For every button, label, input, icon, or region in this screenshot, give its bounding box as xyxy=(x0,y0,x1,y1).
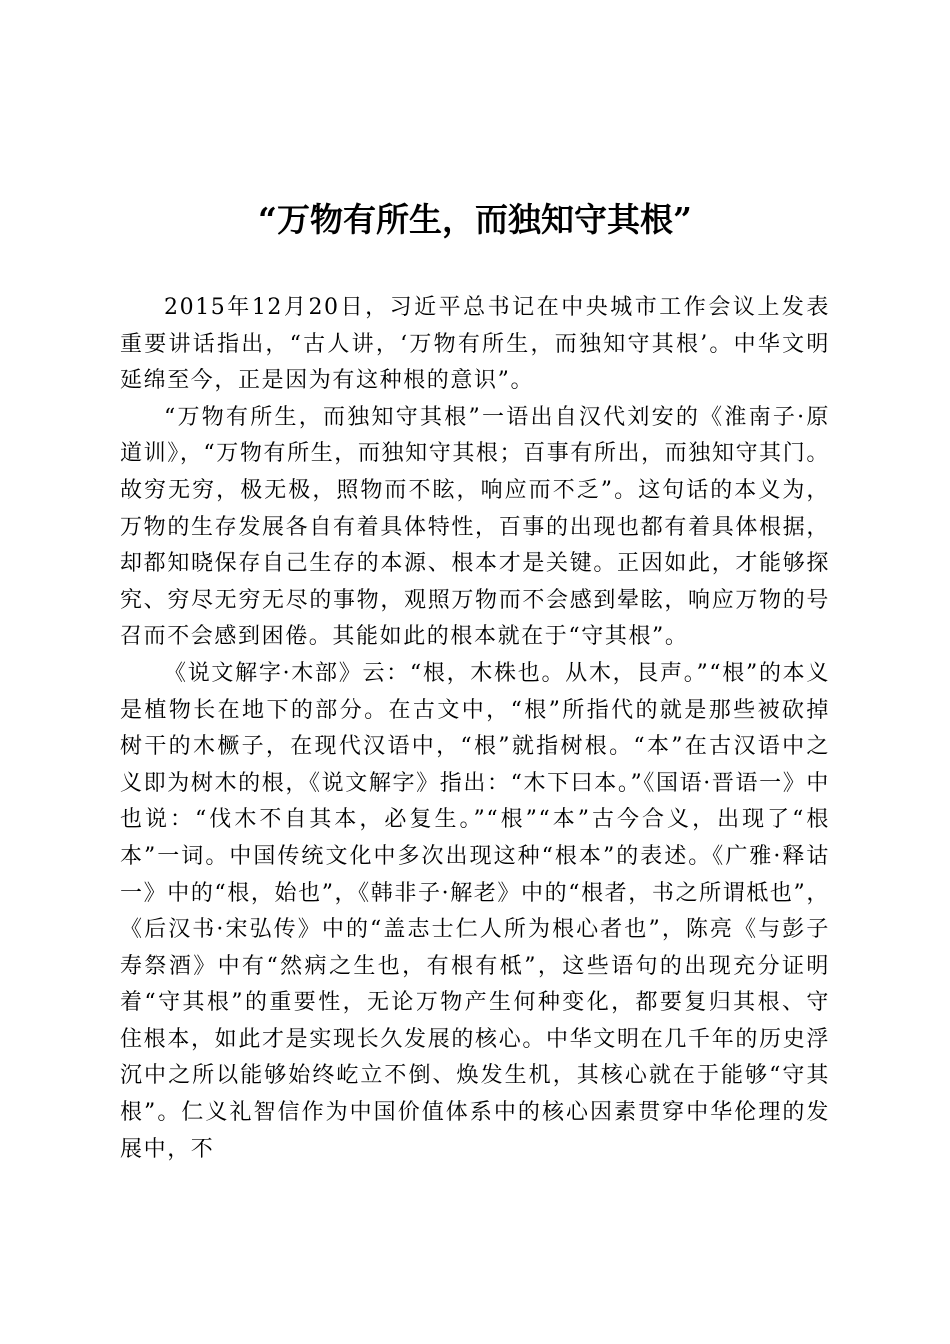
document-body xyxy=(120,290,830,1168)
paragraph-2: “万物有所生，而独知守其根”一语出自汉代刘安的《淮南子·原道训》，“万物有所生，而独知守其根；百事有所出，而独知守其门。故穷无穷，极无极，照物而不眩，响应而不乏”。这句话的本义为，万物的生存发展各自有着具体特性，百事的出现也都有着具体根据，却都知晓保存自己生存的本源、根本才是关键。正因如此，才能够探究、穷尽无穷无尽的事物，观照万物而不会感到晕眩，响应万物的号召而不会感到困倦。其能如此的根本就在于“守其根”。 xyxy=(120,404,830,650)
paragraph-1: 2015年12月20日，习近平总书记在中央城市工作会议上发表重要讲话指出，“古人讲，‘万物有所生，而独知守其根’。中华文明延绵至今，正是因为有这种根的意识”。 xyxy=(120,295,830,394)
document-title: “万物有所生，而独知守其根” xyxy=(258,200,692,239)
paragraph-3: 《说文解字·木部》云：“根，木株也。从木，艮声。”“根”的本义是植物长在地下的部分。在古文中，“根”所指代的就是那些被砍掉树干的木橛子，在现代汉语中，“根”就指树根。“本”在古汉语中之义即为树木的根，《说文解字》指出：“木下曰本。”《国语·晋语一》中也说：“伐木不自其本，必复生。”“根”“本”古今合义，出现了“根本”一词。中国传统文化中多次出现这种“根本”的表述。《广雅·释诂一》中的“根，始也”，《韩非子·解老》中的“根者，书之所谓柢也”，《后汉书·宋弘传》中的“盖志士仁人所为根心者也”，陈亮《与彭子寿祭酒》中有“然病之生也，有根有柢”，这些语句的出现充分证明着“守其根”的重要性，无论万物产生何种变化，都要复归其根、守住根本，如此才是实现长久发展的核心。中华文明在几千年的历史浮沉中之所以能够始终屹立不倒、焕发生机，其核心就在于能够“守其根”。仁义礼智信作为中国价值体系中的核心因素贯穿中华伦理的发展中，不 xyxy=(120,660,830,1162)
